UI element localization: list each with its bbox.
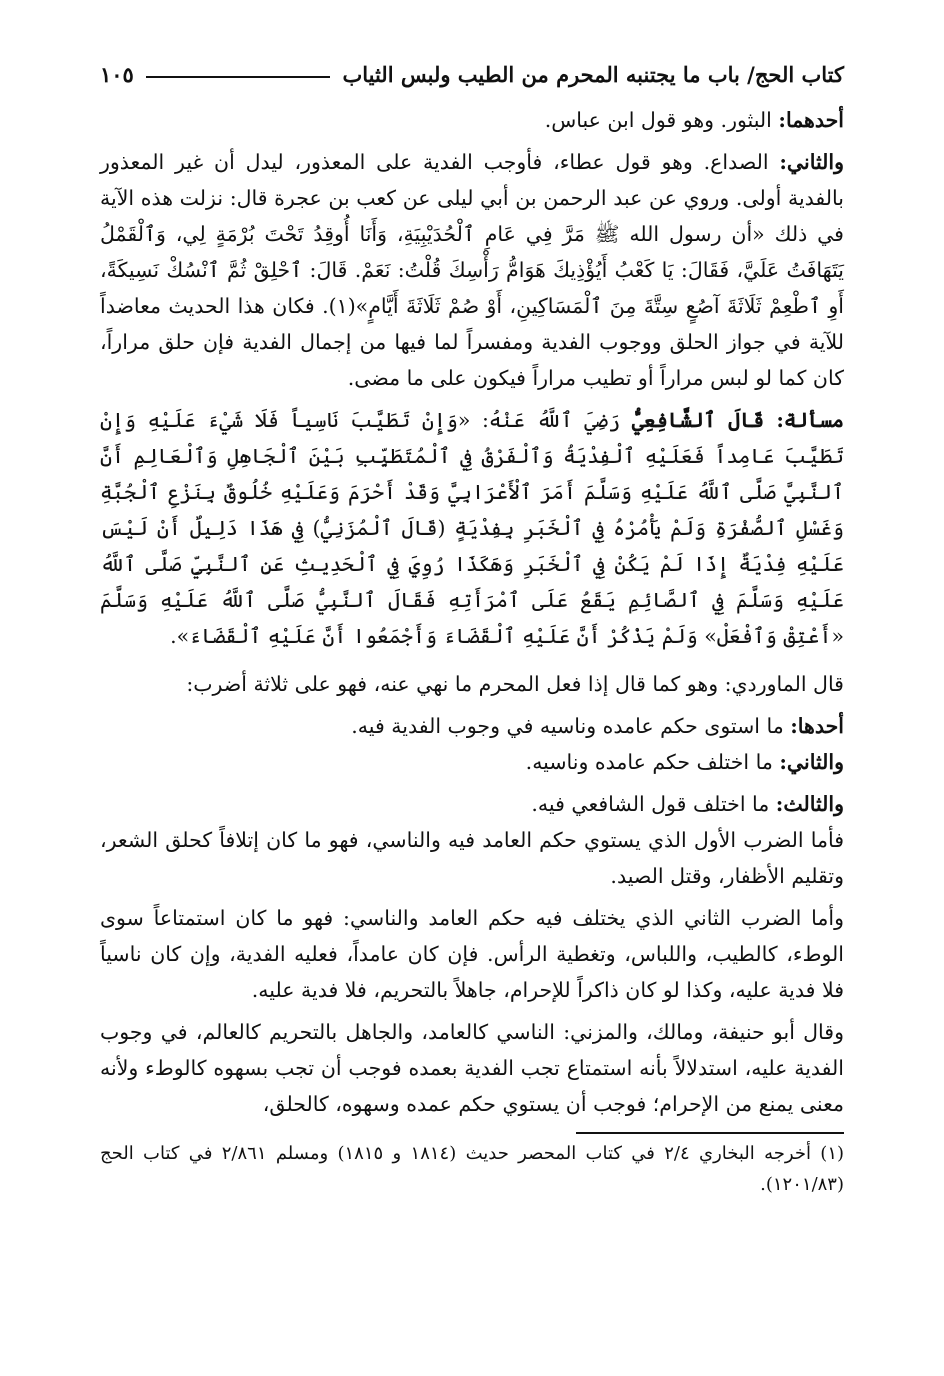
paragraph-text: البثور. وهو قول ابن عباس. — [544, 108, 779, 132]
paragraph-masala — [100, 402, 844, 654]
running-header — [100, 52, 844, 96]
paragraph-type-three — [100, 786, 844, 822]
paragraph-type-two — [100, 744, 844, 780]
paragraph-type-one — [100, 708, 844, 744]
paragraph-text: وأما الضرب الثاني الذي يختلف فيه حكم العامد والناسي: فهو ما كان استمتاعاً سوى الوطء، كالطيب، واللباس، وتغطية الرأس. فإن كان عامداً، فعليه الفدية، وإن كان ناسياً فلا فدية عليه، وكذا لو كان ذاكراً للإحرام، جاهلاً بالتحريم، فلا فدية عليه. — [100, 906, 844, 1002]
paragraph-lead: أحدها: — [790, 714, 844, 738]
page-number: ١٠٥ — [100, 61, 134, 87]
paragraph-lead: والثالث: — [775, 792, 844, 816]
paragraph-second-cause — [100, 144, 844, 396]
header-rule — [146, 76, 331, 78]
paragraph-lead: والثاني: — [779, 150, 844, 174]
paragraph-text: ما استوى حكم عامده وناسيه في وجوب الفدية فيه. — [351, 714, 791, 738]
paragraph-text: فأما الضرب الأول الذي يستوي حكم العامد فيه والناسي، فهو ما كان إتلافاً كحلق الشعر، وتقليم الأظفار، وقتل الصيد. — [100, 828, 844, 888]
paragraph-text: وقال أبو حنيفة، ومالك، والمزني: الناسي كالعامد، والجاهل بالتحريم كالعالم، في وجوب الفدية عليه، استدلالاً بأنه استمتاع تجب الفدية بعمده فوجب أن تجب بسهوه كالوطء ولأنه معنى يمنع من الإحرام؛ فوجب أن يستوي حكم عمده وسهوه، كالحلق، — [100, 1020, 844, 1116]
paragraph-abu-hanifa — [100, 1014, 844, 1122]
footnote-text: (١) أخرجه البخاري ٢/٤ في كتاب المحصر حديث (١٨١٤ و ١٨١٥) ومسلم ٢/٨٦١ في كتاب الحج (١٢٠١/٨٣). — [100, 1143, 845, 1195]
header-title: كتاب الحج/ باب ما يجتنبه المحرم من الطيب ولبس الثياب — [342, 61, 844, 87]
paragraph-text: رَضِيَ ٱللَّهُ عَنْهُ: «وَإِنْ تَطَيَّبَ نَاسِياً فَلَا شَيْءَ عَلَيْهِ وَإِنْ تَطَيَّبَ عَامِداً فَعَلَيْهِ ٱلْفِدْيَةُ وَٱلْفَرْقُ فِي ٱلْمُتَطَيِّبِ بَيْنَ ٱلْجَاهِلِ وَٱلْعَالِمِ أَنَّ ٱلنَّبِيَّ صَلَّى ٱللَّهُ عَلَيْهِ وَسَلَّمَ أَمَرَ ٱلْأَعْرَابِيَّ وَقَدْ أَحْرَمَ وَعَلَيْهِ خُلُوقٌ بِنَزْعِ ٱلْجُبَّةِ وَغَسْلِ ٱلصُّفْرَةِ وَلَمْ يَأْمُرْهُ فِي ٱلْخَبَرِ بِفِدْيَةٍ (قَالَ ٱلْمُزَنِيُّ) فِي هَذَا دَلِيلٌ أَنْ لَيْسَ عَلَيْهِ فِدْيَةٌ إِذَا لَمْ يَكُنْ فِي ٱلْخَبَرِ وَهَكَذَا رُوِيَ فِي ٱلْحَدِيثِ عَنِ ٱلنَّبِيِّ صَلَّى ٱللَّهُ عَلَيْهِ وَسَلَّمَ فِي ٱلصَّائِمِ يَقَعُ عَلَى ٱمْرَأَتِهِ فَقَالَ ٱلنَّبِيُّ صَلَّى ٱللَّهُ عَلَيْهِ وَسَلَّمَ «أَعْتِقْ وَٱفْعَلْ» وَلَمْ يَذْكُرْ أَنَّ عَلَيْهِ ٱلْقَضَاءَ وَأَجْمَعُوا أَنَّ عَلَيْهِ ٱلْقَضَاءَ». — [100, 408, 844, 648]
paragraph-second-kind — [100, 900, 844, 1008]
paragraph-text: قال الماوردي: وهو كما قال إذا فعل المحرم ما نهي عنه، فهو على ثلاثة أضرب: — [186, 672, 844, 696]
paragraph-first-kind — [100, 822, 844, 894]
paragraph-text: الصداع. وهو قول عطاء، فأوجب الفدية على المعذور، ليدل أن غير المعذور بالفدية أولى. وروي عن عبد الرحمن بن أبي ليلى عن كعب بن عجرة قال: نزلت هذه الآية في ذلك «أن رسول الله ﷺ مَرَّ فِي عَامِ ٱلْحُدَيْبِيَةِ، وَأَنَا أُوقِدُ تَحْتَ بُرْمَةٍ لِي، وَٱلْقَمْلُ يَتَهَافَتُ عَلَيَّ، فَقَالَ: يَا كَعْبُ أَيُؤْذِيكَ هَوَامُّ رَأْسِكَ قُلْتُ: نَعَمْ. قَالَ: ٱحْلِقْ ثُمَّ ٱنْسُكْ نَسِيكَةً، أَوِ ٱطْعِمْ ثَلَاثَةَ آصُعٍ سِتَّةَ مِنَ ٱلْمَسَاكِينِ، أَوْ صُمْ ثَلَاثَةَ أَيَّامٍ»(١). فكان هذا الحديث معاضداً للآية في جواز الحلق ووجوب الفدية ومفسراً لما فيها من إجمال الفدية فإن حلق مراراً، كان كما لو لبس مراراً أو تطيب مراراً فيكون على ما مضى. — [100, 150, 844, 390]
paragraph-text: ما اختلف حكم عامده وناسيه. — [525, 750, 780, 774]
footnote — [100, 1138, 844, 1200]
footnote-separator — [576, 1132, 844, 1134]
paragraph-lead: أحدهما: — [778, 108, 844, 132]
paragraph-mawardi — [100, 666, 844, 702]
paragraph-text: ما اختلف قول الشافعي فيه. — [531, 792, 776, 816]
paragraph-lead: مسألة: قَالَ ٱلشَّافِعِيُّ — [631, 408, 844, 432]
paragraph-lead: والثاني: — [779, 750, 844, 774]
page — [100, 52, 844, 1200]
paragraph-first-cause — [100, 102, 844, 138]
